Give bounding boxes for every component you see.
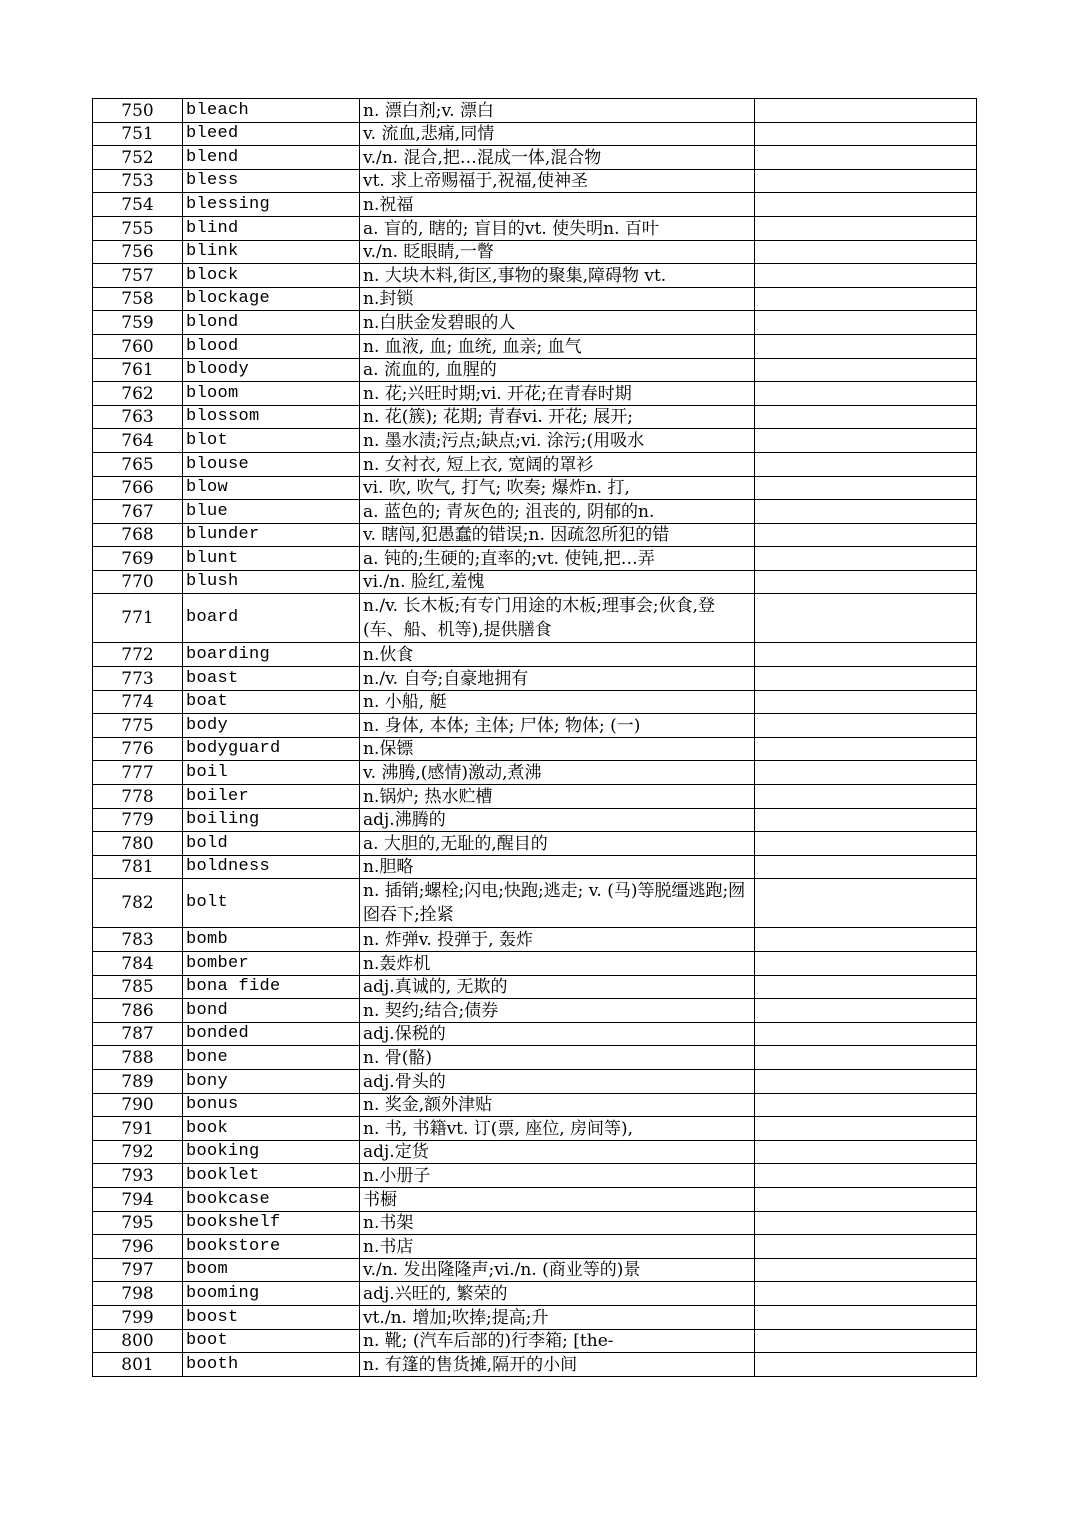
- table-row: [93, 570, 977, 594]
- entry-definition-cell: adj.骨头的: [360, 1069, 755, 1093]
- entry-note-cell: [755, 1187, 977, 1211]
- entry-definition-cell: v. 流血,悲痛,同情: [360, 122, 755, 146]
- vocabulary-table-body: [93, 99, 977, 1377]
- entry-word-cell: bloody: [183, 358, 360, 382]
- entry-note-cell: [755, 99, 977, 123]
- entry-word-cell: boost: [183, 1305, 360, 1329]
- entry-number-cell: 772: [93, 643, 183, 667]
- entry-definition-cell: n. 血液, 血; 血统, 血亲; 血气: [360, 334, 755, 358]
- entry-definition-cell: v./n. 眨眼睛,一瞥: [360, 240, 755, 264]
- entry-definition-cell: vt./n. 增加;吹捧;提高;升: [360, 1305, 755, 1329]
- entry-number-cell: 797: [93, 1258, 183, 1282]
- entry-word-cell: blend: [183, 146, 360, 170]
- entry-number-cell: 759: [93, 311, 183, 335]
- entry-note-cell: [755, 1211, 977, 1235]
- entry-note-cell: [755, 1329, 977, 1353]
- entry-definition-cell: adj.保税的: [360, 1022, 755, 1046]
- table-row: [93, 99, 977, 123]
- table-row: [93, 643, 977, 667]
- entry-word-cell: boiler: [183, 785, 360, 809]
- entry-definition-cell: v. 沸腾,(感情)激动,煮沸: [360, 761, 755, 785]
- entry-word-cell: block: [183, 264, 360, 288]
- entry-number-cell: 771: [93, 594, 183, 643]
- entry-note-cell: [755, 879, 977, 928]
- entry-note-cell: [755, 216, 977, 240]
- entry-number-cell: 793: [93, 1164, 183, 1188]
- entry-definition-cell: adj.定货: [360, 1140, 755, 1164]
- entry-word-cell: bookcase: [183, 1187, 360, 1211]
- entry-note-cell: [755, 1046, 977, 1070]
- entry-note-cell: [755, 1353, 977, 1377]
- entry-definition-cell: vi. 吹, 吹气, 打气; 吹奏; 爆炸n. 打,: [360, 476, 755, 500]
- table-row: [93, 193, 977, 217]
- table-row: [93, 1258, 977, 1282]
- entry-note-cell: [755, 1069, 977, 1093]
- entry-note-cell: [755, 1022, 977, 1046]
- entry-number-cell: 785: [93, 975, 183, 999]
- entry-word-cell: boot: [183, 1329, 360, 1353]
- entry-number-cell: 770: [93, 570, 183, 594]
- table-row: [93, 808, 977, 832]
- entry-word-cell: bolt: [183, 879, 360, 928]
- table-row: [93, 1046, 977, 1070]
- entry-definition-cell: n. 书, 书籍vt. 订(票, 座位, 房间等),: [360, 1117, 755, 1141]
- table-row: [93, 500, 977, 524]
- entry-note-cell: [755, 311, 977, 335]
- entry-definition-cell: n.祝福: [360, 193, 755, 217]
- entry-note-cell: [755, 975, 977, 999]
- entry-word-cell: bloom: [183, 382, 360, 406]
- table-row: [93, 832, 977, 856]
- entry-number-cell: 789: [93, 1069, 183, 1093]
- entry-number-cell: 778: [93, 785, 183, 809]
- entry-definition-cell: adj.真诚的, 无欺的: [360, 975, 755, 999]
- entry-definition-cell: adj.沸腾的: [360, 808, 755, 832]
- entry-note-cell: [755, 667, 977, 691]
- entry-word-cell: bookstore: [183, 1235, 360, 1259]
- entry-definition-cell: n./v. 长木板;有专门用途的木板;理事会;伙食,登 (车、船、机等),提供膳食: [360, 594, 755, 643]
- entry-word-cell: boiling: [183, 808, 360, 832]
- entry-definition-cell: a. 大胆的,无耻的,醒目的: [360, 832, 755, 856]
- entry-definition-cell: v./n. 混合,把…混成一体,混合物: [360, 146, 755, 170]
- entry-definition-cell: n. 奖金,额外津贴: [360, 1093, 755, 1117]
- entry-word-cell: body: [183, 714, 360, 738]
- entry-note-cell: [755, 1093, 977, 1117]
- entry-number-cell: 794: [93, 1187, 183, 1211]
- entry-note-cell: [755, 761, 977, 785]
- entry-word-cell: blouse: [183, 452, 360, 476]
- entry-number-cell: 799: [93, 1305, 183, 1329]
- entry-definition-cell: adj.兴旺的, 繁荣的: [360, 1282, 755, 1306]
- entry-number-cell: 768: [93, 523, 183, 547]
- table-row: [93, 999, 977, 1023]
- entry-definition-cell: n. 女衬衣, 短上衣, 宽阔的罩衫: [360, 452, 755, 476]
- entry-word-cell: bona fide: [183, 975, 360, 999]
- entry-number-cell: 762: [93, 382, 183, 406]
- table-row: [93, 928, 977, 952]
- entry-definition-cell: a. 蓝色的; 青灰色的; 沮丧的, 阴郁的n.: [360, 500, 755, 524]
- entry-note-cell: [755, 452, 977, 476]
- entry-word-cell: blond: [183, 311, 360, 335]
- entry-note-cell: [755, 500, 977, 524]
- entry-definition-cell: n.白肤金发碧眼的人: [360, 311, 755, 335]
- table-row: [93, 1305, 977, 1329]
- table-row: [93, 264, 977, 288]
- entry-word-cell: blink: [183, 240, 360, 264]
- entry-definition-cell: n. 大块木料,街区,事物的聚集,障碍物 vt.: [360, 264, 755, 288]
- entry-note-cell: [755, 523, 977, 547]
- entry-word-cell: bleed: [183, 122, 360, 146]
- entry-number-cell: 763: [93, 405, 183, 429]
- entry-word-cell: blush: [183, 570, 360, 594]
- entry-number-cell: 776: [93, 737, 183, 761]
- entry-definition-cell: n. 墨水渍;污点;缺点;vi. 涂污;(用吸水: [360, 429, 755, 453]
- entry-word-cell: bomber: [183, 952, 360, 976]
- entry-number-cell: 792: [93, 1140, 183, 1164]
- entry-note-cell: [755, 122, 977, 146]
- entry-word-cell: blood: [183, 334, 360, 358]
- entry-number-cell: 773: [93, 667, 183, 691]
- entry-number-cell: 801: [93, 1353, 183, 1377]
- entry-word-cell: blunt: [183, 547, 360, 571]
- entry-word-cell: booth: [183, 1353, 360, 1377]
- entry-word-cell: bony: [183, 1069, 360, 1093]
- entry-number-cell: 757: [93, 264, 183, 288]
- entry-definition-cell: n.书架: [360, 1211, 755, 1235]
- entry-number-cell: 767: [93, 500, 183, 524]
- entry-number-cell: 774: [93, 690, 183, 714]
- entry-note-cell: [755, 999, 977, 1023]
- table-row: [93, 452, 977, 476]
- entry-word-cell: bodyguard: [183, 737, 360, 761]
- entry-note-cell: [755, 855, 977, 879]
- entry-word-cell: bone: [183, 1046, 360, 1070]
- entry-number-cell: 760: [93, 334, 183, 358]
- entry-number-cell: 751: [93, 122, 183, 146]
- entry-word-cell: bond: [183, 999, 360, 1023]
- table-row: [93, 547, 977, 571]
- entry-number-cell: 765: [93, 452, 183, 476]
- entry-word-cell: booming: [183, 1282, 360, 1306]
- entry-word-cell: blow: [183, 476, 360, 500]
- entry-number-cell: 756: [93, 240, 183, 264]
- entry-number-cell: 755: [93, 216, 183, 240]
- entry-word-cell: blossom: [183, 405, 360, 429]
- entry-number-cell: 788: [93, 1046, 183, 1070]
- entry-note-cell: [755, 1164, 977, 1188]
- entry-word-cell: booking: [183, 1140, 360, 1164]
- entry-note-cell: [755, 1140, 977, 1164]
- table-row: [93, 1093, 977, 1117]
- entry-number-cell: 753: [93, 169, 183, 193]
- entry-definition-cell: n. 漂白剂;v. 漂白: [360, 99, 755, 123]
- entry-number-cell: 775: [93, 714, 183, 738]
- table-row: [93, 667, 977, 691]
- entry-number-cell: 782: [93, 879, 183, 928]
- table-row: [93, 737, 977, 761]
- entry-note-cell: [755, 1305, 977, 1329]
- entry-note-cell: [755, 429, 977, 453]
- table-row: [93, 785, 977, 809]
- table-row: [93, 690, 977, 714]
- table-row: [93, 1117, 977, 1141]
- entry-number-cell: 798: [93, 1282, 183, 1306]
- entry-word-cell: boast: [183, 667, 360, 691]
- table-row: [93, 1022, 977, 1046]
- entry-number-cell: 758: [93, 287, 183, 311]
- entry-definition-cell: a. 盲的, 瞎的; 盲目的vt. 使失明n. 百叶: [360, 216, 755, 240]
- entry-note-cell: [755, 169, 977, 193]
- table-row: [93, 1353, 977, 1377]
- entry-definition-cell: n.保镖: [360, 737, 755, 761]
- entry-word-cell: bookshelf: [183, 1211, 360, 1235]
- entry-note-cell: [755, 358, 977, 382]
- entry-number-cell: 777: [93, 761, 183, 785]
- entry-definition-cell: 书橱: [360, 1187, 755, 1211]
- entry-definition-cell: n.书店: [360, 1235, 755, 1259]
- table-row: [93, 1211, 977, 1235]
- entry-word-cell: booklet: [183, 1164, 360, 1188]
- entry-note-cell: [755, 193, 977, 217]
- table-row: [93, 334, 977, 358]
- table-row: [93, 240, 977, 264]
- entry-number-cell: 781: [93, 855, 183, 879]
- entry-note-cell: [755, 690, 977, 714]
- entry-word-cell: bless: [183, 169, 360, 193]
- entry-note-cell: [755, 382, 977, 406]
- table-row: [93, 122, 977, 146]
- entry-definition-cell: n. 骨(骼): [360, 1046, 755, 1070]
- entry-definition-cell: n. 小船, 艇: [360, 690, 755, 714]
- entry-number-cell: 750: [93, 99, 183, 123]
- entry-definition-cell: vi./n. 脸红,羞愧: [360, 570, 755, 594]
- entry-word-cell: boldness: [183, 855, 360, 879]
- table-row: [93, 1235, 977, 1259]
- entry-word-cell: boat: [183, 690, 360, 714]
- entry-word-cell: blockage: [183, 287, 360, 311]
- table-row: [93, 146, 977, 170]
- table-row: [93, 169, 977, 193]
- entry-definition-cell: n.封锁: [360, 287, 755, 311]
- entry-definition-cell: n. 契约;结合;债券: [360, 999, 755, 1023]
- entry-word-cell: blunder: [183, 523, 360, 547]
- table-row: [93, 523, 977, 547]
- entry-note-cell: [755, 1117, 977, 1141]
- entry-number-cell: 790: [93, 1093, 183, 1117]
- entry-number-cell: 752: [93, 146, 183, 170]
- table-row: [93, 975, 977, 999]
- entry-note-cell: [755, 952, 977, 976]
- entry-word-cell: bomb: [183, 928, 360, 952]
- entry-note-cell: [755, 334, 977, 358]
- entry-definition-cell: n./v. 自夸;自豪地拥有: [360, 667, 755, 691]
- table-row: [93, 287, 977, 311]
- entry-word-cell: blue: [183, 500, 360, 524]
- table-row: [93, 855, 977, 879]
- entry-number-cell: 779: [93, 808, 183, 832]
- entry-number-cell: 800: [93, 1329, 183, 1353]
- entry-note-cell: [755, 547, 977, 571]
- table-row: [93, 476, 977, 500]
- table-row: [93, 594, 977, 643]
- entry-number-cell: 784: [93, 952, 183, 976]
- entry-word-cell: boom: [183, 1258, 360, 1282]
- entry-note-cell: [755, 570, 977, 594]
- entry-note-cell: [755, 928, 977, 952]
- entry-number-cell: 780: [93, 832, 183, 856]
- entry-note-cell: [755, 1235, 977, 1259]
- entry-note-cell: [755, 714, 977, 738]
- entry-number-cell: 783: [93, 928, 183, 952]
- entry-number-cell: 766: [93, 476, 183, 500]
- entry-definition-cell: n. 身体, 本体; 主体; 尸体; 物体; (一): [360, 714, 755, 738]
- table-row: [93, 1069, 977, 1093]
- entry-definition-cell: n. 花;兴旺时期;vi. 开花;在青春时期: [360, 382, 755, 406]
- entry-number-cell: 787: [93, 1022, 183, 1046]
- entry-definition-cell: n. 靴; (汽车后部的)行李箱; [the-: [360, 1329, 755, 1353]
- entry-note-cell: [755, 405, 977, 429]
- entry-note-cell: [755, 264, 977, 288]
- entry-definition-cell: n.胆略: [360, 855, 755, 879]
- entry-word-cell: bleach: [183, 99, 360, 123]
- entry-note-cell: [755, 737, 977, 761]
- entry-definition-cell: n.锅炉; 热水贮槽: [360, 785, 755, 809]
- entry-definition-cell: vt. 求上帝赐福于,祝福,使神圣: [360, 169, 755, 193]
- table-row: [93, 952, 977, 976]
- entry-definition-cell: n. 炸弹v. 投弹于, 轰炸: [360, 928, 755, 952]
- entry-definition-cell: v./n. 发出隆隆声;vi./n. (商业等的)景: [360, 1258, 755, 1282]
- table-row: [93, 1140, 977, 1164]
- entry-definition-cell: n. 插销;螺栓;闪电;快跑;逃走; v. (马)等脱缰逃跑;囫囵吞下;拴紧: [360, 879, 755, 928]
- entry-definition-cell: n.伙食: [360, 643, 755, 667]
- table-row: [93, 216, 977, 240]
- entry-word-cell: bonded: [183, 1022, 360, 1046]
- entry-note-cell: [755, 643, 977, 667]
- entry-definition-cell: a. 钝的;生硬的;直率的;vt. 使钝,把…弄: [360, 547, 755, 571]
- entry-number-cell: 761: [93, 358, 183, 382]
- entry-word-cell: blot: [183, 429, 360, 453]
- vocabulary-table: [92, 98, 977, 1377]
- table-row: [93, 761, 977, 785]
- table-row: [93, 1329, 977, 1353]
- entry-definition-cell: n.小册子: [360, 1164, 755, 1188]
- entry-number-cell: 754: [93, 193, 183, 217]
- entry-number-cell: 769: [93, 547, 183, 571]
- entry-note-cell: [755, 785, 977, 809]
- entry-number-cell: 786: [93, 999, 183, 1023]
- entry-note-cell: [755, 832, 977, 856]
- table-row: [93, 879, 977, 928]
- table-row: [93, 1282, 977, 1306]
- entry-note-cell: [755, 808, 977, 832]
- entry-word-cell: board: [183, 594, 360, 643]
- entry-note-cell: [755, 146, 977, 170]
- entry-word-cell: blind: [183, 216, 360, 240]
- entry-definition-cell: n.轰炸机: [360, 952, 755, 976]
- entry-note-cell: [755, 476, 977, 500]
- table-row: [93, 311, 977, 335]
- entry-definition-cell: v. 瞎闯,犯愚蠢的错误;n. 因疏忽所犯的错: [360, 523, 755, 547]
- table-row: [93, 358, 977, 382]
- entry-word-cell: bold: [183, 832, 360, 856]
- entry-note-cell: [755, 287, 977, 311]
- entry-note-cell: [755, 240, 977, 264]
- table-row: [93, 405, 977, 429]
- entry-word-cell: boarding: [183, 643, 360, 667]
- entry-number-cell: 764: [93, 429, 183, 453]
- entry-word-cell: blessing: [183, 193, 360, 217]
- entry-word-cell: bonus: [183, 1093, 360, 1117]
- entry-note-cell: [755, 1258, 977, 1282]
- table-row: [93, 1187, 977, 1211]
- entry-word-cell: boil: [183, 761, 360, 785]
- entry-note-cell: [755, 1282, 977, 1306]
- entry-definition-cell: a. 流血的, 血腥的: [360, 358, 755, 382]
- table-row: [93, 429, 977, 453]
- entry-word-cell: book: [183, 1117, 360, 1141]
- table-row: [93, 714, 977, 738]
- entry-definition-cell: n. 花(簇); 花期; 青春vi. 开花; 展开;: [360, 405, 755, 429]
- entry-note-cell: [755, 594, 977, 643]
- entry-number-cell: 795: [93, 1211, 183, 1235]
- entry-number-cell: 796: [93, 1235, 183, 1259]
- table-row: [93, 382, 977, 406]
- table-row: [93, 1164, 977, 1188]
- entry-definition-cell: n. 有篷的售货摊,隔开的小间: [360, 1353, 755, 1377]
- entry-number-cell: 791: [93, 1117, 183, 1141]
